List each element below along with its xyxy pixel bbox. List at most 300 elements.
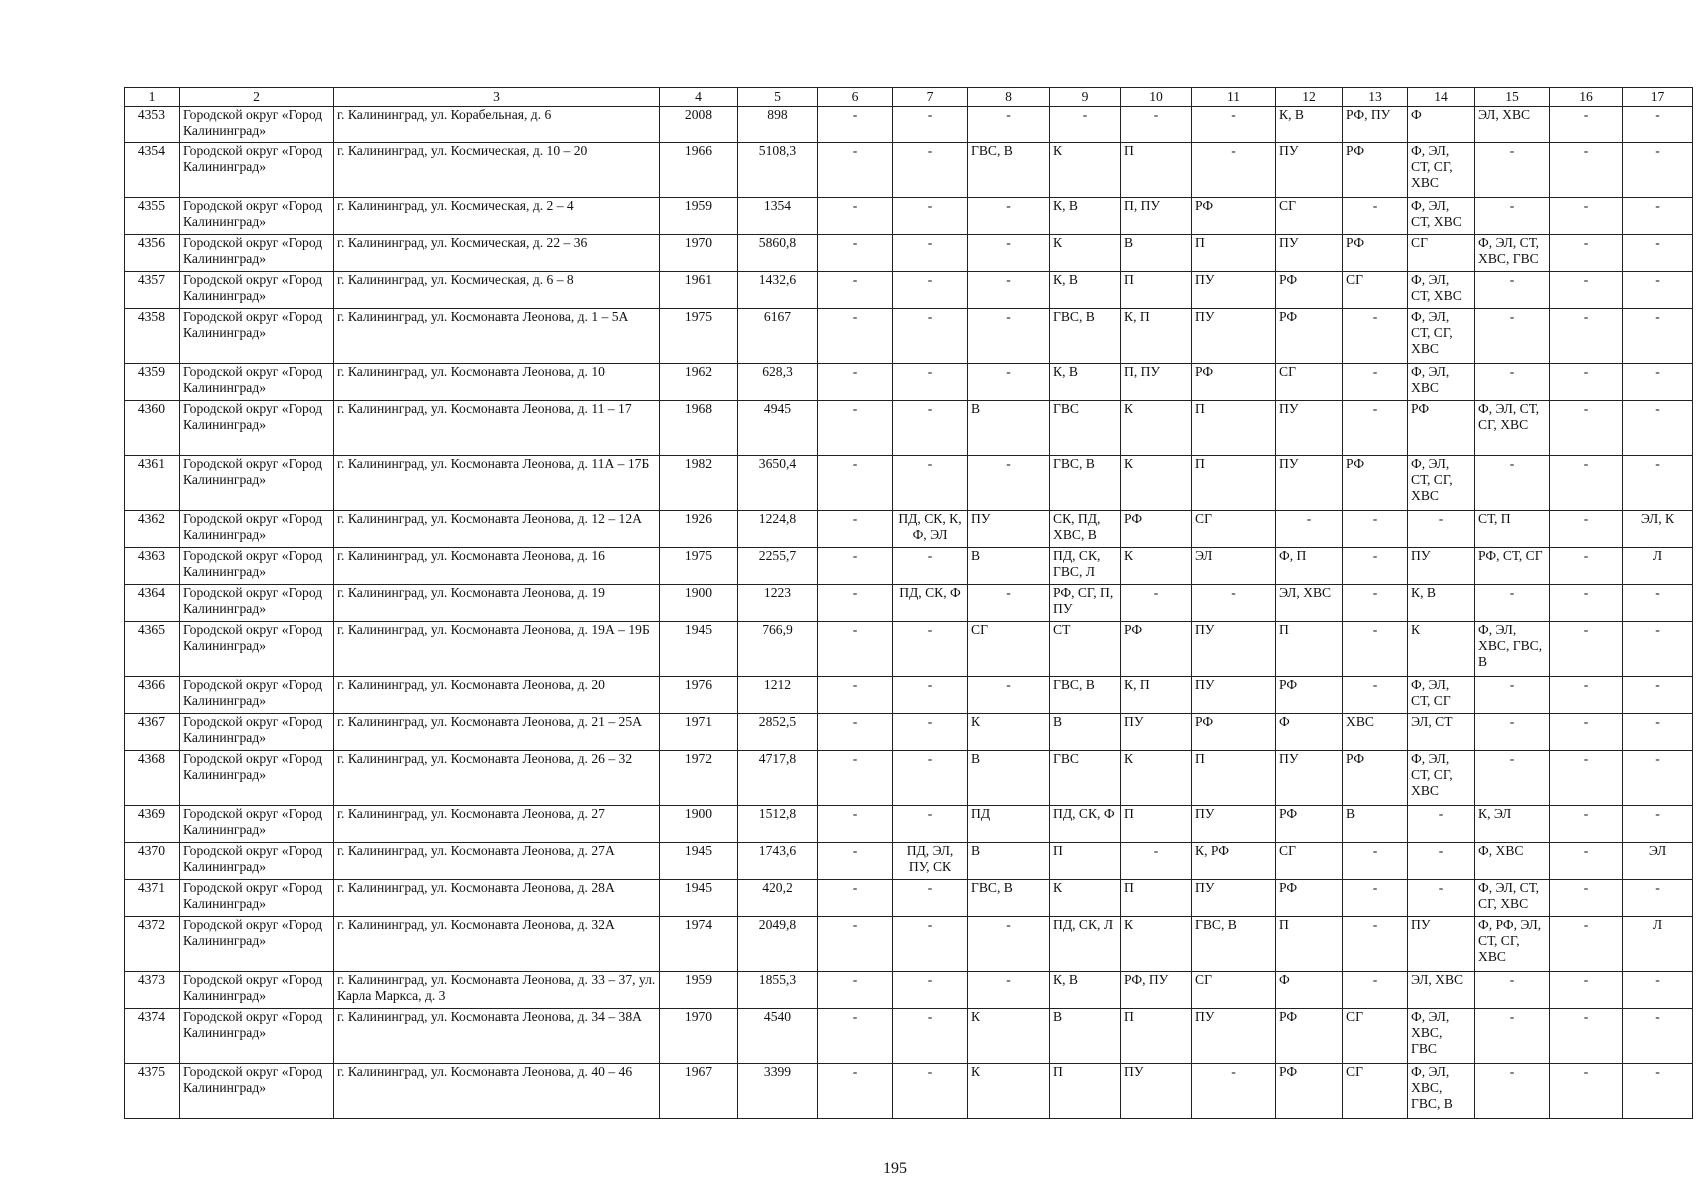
cell-col-13: - — [1343, 585, 1408, 622]
cell-number: 4368 — [125, 751, 180, 806]
cell-municipality: Городской округ «Город Калининград» — [180, 309, 334, 364]
cell-col-11: ПУ — [1192, 677, 1276, 714]
cell-year: 1961 — [660, 272, 738, 309]
cell-col-6: - — [818, 198, 893, 235]
cell-col-17: - — [1623, 272, 1693, 309]
cell-col-15: - — [1475, 677, 1550, 714]
cell-col-17: - — [1623, 364, 1693, 401]
column-header: 10 — [1121, 88, 1192, 107]
cell-address: г. Калининград, ул. Космическая, д. 6 – 8 — [334, 272, 660, 309]
cell-col-8: СГ — [968, 622, 1050, 677]
cell-col-7: - — [893, 751, 968, 806]
cell-col-16: - — [1550, 309, 1623, 364]
cell-area: 1224,8 — [738, 511, 818, 548]
cell-municipality: Городской округ «Город Калининград» — [180, 622, 334, 677]
cell-col-6: - — [818, 143, 893, 198]
cell-col-11: - — [1192, 143, 1276, 198]
table-row — [125, 622, 1693, 677]
cell-number: 4359 — [125, 364, 180, 401]
cell-col-16: - — [1550, 917, 1623, 972]
cell-col-16: - — [1550, 1064, 1623, 1119]
cell-col-7: - — [893, 401, 968, 456]
cell-col-8: - — [968, 198, 1050, 235]
cell-area: 3399 — [738, 1064, 818, 1119]
cell-col-10: К, П — [1121, 309, 1192, 364]
cell-col-9: К, В — [1050, 364, 1121, 401]
cell-col-10: К — [1121, 401, 1192, 456]
column-header: 7 — [893, 88, 968, 107]
cell-col-12: РФ — [1276, 1064, 1343, 1119]
cell-col-7: - — [893, 1009, 968, 1064]
cell-col-17: - — [1623, 107, 1693, 143]
cell-col-10: П, ПУ — [1121, 198, 1192, 235]
cell-municipality: Городской округ «Город Калининград» — [180, 364, 334, 401]
cell-number: 4365 — [125, 622, 180, 677]
cell-col-17: ЭЛ — [1623, 843, 1693, 880]
column-header: 13 — [1343, 88, 1408, 107]
cell-address: г. Калининград, ул. Космическая, д. 10 – 20 — [334, 143, 660, 198]
cell-col-6: - — [818, 585, 893, 622]
cell-number: 4375 — [125, 1064, 180, 1119]
cell-number: 4372 — [125, 917, 180, 972]
cell-col-10: П — [1121, 1009, 1192, 1064]
cell-col-15: Ф, РФ, ЭЛ, СТ, СГ, ХВС — [1475, 917, 1550, 972]
cell-col-7: - — [893, 309, 968, 364]
cell-col-7: - — [893, 972, 968, 1009]
cell-col-11: П — [1192, 456, 1276, 511]
cell-area: 4945 — [738, 401, 818, 456]
cell-col-12: ПУ — [1276, 143, 1343, 198]
cell-col-6: - — [818, 456, 893, 511]
cell-municipality: Городской округ «Город Калининград» — [180, 235, 334, 272]
cell-col-13: СГ — [1343, 1009, 1408, 1064]
cell-col-6: - — [818, 235, 893, 272]
cell-col-17: - — [1623, 714, 1693, 751]
cell-col-13: - — [1343, 677, 1408, 714]
cell-col-7: - — [893, 198, 968, 235]
cell-col-7: - — [893, 107, 968, 143]
cell-col-6: - — [818, 107, 893, 143]
cell-col-12: ПУ — [1276, 456, 1343, 511]
column-header: 16 — [1550, 88, 1623, 107]
cell-col-8: В — [968, 401, 1050, 456]
table-row — [125, 548, 1693, 585]
cell-col-6: - — [818, 714, 893, 751]
cell-col-6: - — [818, 751, 893, 806]
cell-number: 4355 — [125, 198, 180, 235]
cell-address: г. Калининград, ул. Космонавта Леонова, д. 12 – 12А — [334, 511, 660, 548]
cell-col-8: ГВС, В — [968, 143, 1050, 198]
cell-col-9: СК, ПД, ХВС, В — [1050, 511, 1121, 548]
cell-col-16: - — [1550, 143, 1623, 198]
cell-year: 1982 — [660, 456, 738, 511]
cell-col-10: - — [1121, 585, 1192, 622]
cell-col-13: - — [1343, 198, 1408, 235]
cell-col-15: - — [1475, 714, 1550, 751]
cell-col-17: - — [1623, 1009, 1693, 1064]
cell-municipality: Городской округ «Город Калининград» — [180, 107, 334, 143]
cell-col-16: - — [1550, 401, 1623, 456]
cell-col-12: - — [1276, 511, 1343, 548]
cell-address: г. Калининград, ул. Космонавта Леонова, д. 10 — [334, 364, 660, 401]
cell-col-10: П — [1121, 272, 1192, 309]
cell-col-9: ПД, СК, Л — [1050, 917, 1121, 972]
column-header: 5 — [738, 88, 818, 107]
cell-col-7: - — [893, 880, 968, 917]
cell-col-9: П — [1050, 1064, 1121, 1119]
cell-col-17: - — [1623, 401, 1693, 456]
cell-area: 4540 — [738, 1009, 818, 1064]
cell-col-17: Л — [1623, 548, 1693, 585]
cell-number: 4367 — [125, 714, 180, 751]
cell-municipality: Городской округ «Город Калининград» — [180, 751, 334, 806]
cell-col-7: - — [893, 272, 968, 309]
cell-col-17: - — [1623, 456, 1693, 511]
cell-col-8: ПД — [968, 806, 1050, 843]
cell-col-12: Ф — [1276, 972, 1343, 1009]
cell-year: 1975 — [660, 309, 738, 364]
cell-col-10: ПУ — [1121, 1064, 1192, 1119]
cell-area: 4717,8 — [738, 751, 818, 806]
cell-col-13: РФ — [1343, 235, 1408, 272]
cell-col-15: РФ, СТ, СГ — [1475, 548, 1550, 585]
cell-col-8: - — [968, 456, 1050, 511]
cell-area: 1743,6 — [738, 843, 818, 880]
cell-col-12: СГ — [1276, 198, 1343, 235]
cell-col-17: - — [1623, 1064, 1693, 1119]
cell-address: г. Калининград, ул. Космическая, д. 2 – 4 — [334, 198, 660, 235]
cell-municipality: Городской округ «Город Калининград» — [180, 548, 334, 585]
cell-col-7: - — [893, 1064, 968, 1119]
cell-municipality: Городской округ «Город Калининград» — [180, 714, 334, 751]
cell-col-11: ПУ — [1192, 880, 1276, 917]
cell-col-17: ЭЛ, К — [1623, 511, 1693, 548]
cell-col-9: ПД, СК, Ф — [1050, 806, 1121, 843]
cell-year: 1975 — [660, 548, 738, 585]
column-header: 17 — [1623, 88, 1693, 107]
cell-area: 1212 — [738, 677, 818, 714]
cell-address: г. Калининград, ул. Космонавта Леонова, д. 40 – 46 — [334, 1064, 660, 1119]
cell-col-11: ПУ — [1192, 806, 1276, 843]
table-row — [125, 806, 1693, 843]
cell-col-11: П — [1192, 235, 1276, 272]
cell-col-12: СГ — [1276, 843, 1343, 880]
cell-col-16: - — [1550, 972, 1623, 1009]
cell-col-16: - — [1550, 880, 1623, 917]
cell-col-16: - — [1550, 107, 1623, 143]
cell-col-10: РФ — [1121, 622, 1192, 677]
cell-col-11: РФ — [1192, 714, 1276, 751]
cell-col-12: ПУ — [1276, 235, 1343, 272]
cell-col-11: - — [1192, 585, 1276, 622]
cell-address: г. Калининград, ул. Космонавта Леонова, д. 27А — [334, 843, 660, 880]
cell-area: 5860,8 — [738, 235, 818, 272]
header-row — [125, 88, 1693, 107]
cell-col-6: - — [818, 364, 893, 401]
cell-municipality: Городской округ «Город Калининград» — [180, 585, 334, 622]
cell-col-15: Ф, ХВС — [1475, 843, 1550, 880]
cell-col-6: - — [818, 272, 893, 309]
cell-municipality: Городской округ «Город Калининград» — [180, 1009, 334, 1064]
cell-col-10: РФ — [1121, 511, 1192, 548]
cell-col-7: ПД, ЭЛ, ПУ, СК — [893, 843, 968, 880]
page-number: 195 — [883, 1160, 907, 1177]
cell-area: 1855,3 — [738, 972, 818, 1009]
cell-col-14: ЭЛ, ХВС — [1408, 972, 1475, 1009]
cell-area: 2852,5 — [738, 714, 818, 751]
cell-col-12: РФ — [1276, 806, 1343, 843]
cell-col-12: РФ — [1276, 677, 1343, 714]
cell-col-7: - — [893, 714, 968, 751]
cell-number: 4360 — [125, 401, 180, 456]
cell-number: 4366 — [125, 677, 180, 714]
cell-col-11: РФ — [1192, 198, 1276, 235]
cell-col-11: ГВС, В — [1192, 917, 1276, 972]
cell-col-13: - — [1343, 548, 1408, 585]
cell-col-8: - — [968, 972, 1050, 1009]
cell-area: 5108,3 — [738, 143, 818, 198]
table-row — [125, 1064, 1693, 1119]
cell-address: г. Калининград, ул. Космонавта Леонова, д. 1 – 5А — [334, 309, 660, 364]
cell-col-14: - — [1408, 880, 1475, 917]
cell-col-7: - — [893, 677, 968, 714]
cell-col-14: Ф, ЭЛ, СТ, СГ — [1408, 677, 1475, 714]
cell-col-6: - — [818, 548, 893, 585]
cell-area: 898 — [738, 107, 818, 143]
table-row — [125, 585, 1693, 622]
cell-address: г. Калининград, ул. Космонавта Леонова, д. 33 – 37, ул. Карла Маркса, д. 3 — [334, 972, 660, 1009]
cell-col-15: СТ, П — [1475, 511, 1550, 548]
cell-number: 4371 — [125, 880, 180, 917]
column-header: 8 — [968, 88, 1050, 107]
cell-year: 1945 — [660, 880, 738, 917]
table-row — [125, 364, 1693, 401]
cell-address: г. Калининград, ул. Космонавта Леонова, д. 19 — [334, 585, 660, 622]
cell-col-15: - — [1475, 309, 1550, 364]
cell-col-9: ПД, СК, ГВС, Л — [1050, 548, 1121, 585]
cell-col-10: К — [1121, 751, 1192, 806]
cell-col-15: - — [1475, 272, 1550, 309]
cell-col-17: - — [1623, 585, 1693, 622]
cell-col-10: П — [1121, 143, 1192, 198]
cell-municipality: Городской округ «Город Калининград» — [180, 456, 334, 511]
cell-col-11: П — [1192, 751, 1276, 806]
cell-area: 1223 — [738, 585, 818, 622]
cell-col-15: Ф, ЭЛ, ХВС, ГВС, В — [1475, 622, 1550, 677]
cell-municipality: Городской округ «Город Калининград» — [180, 972, 334, 1009]
cell-col-10: - — [1121, 843, 1192, 880]
cell-col-9: К, В — [1050, 198, 1121, 235]
cell-col-10: П — [1121, 880, 1192, 917]
cell-address: г. Калининград, ул. Космонавта Леонова, д. 21 – 25А — [334, 714, 660, 751]
cell-col-12: Ф — [1276, 714, 1343, 751]
cell-col-14: Ф, ЭЛ, СТ, СГ, ХВС — [1408, 456, 1475, 511]
cell-col-9: ГВС, В — [1050, 677, 1121, 714]
cell-address: г. Калининград, ул. Космонавта Леонова, д. 11А – 17Б — [334, 456, 660, 511]
cell-col-14: Ф — [1408, 107, 1475, 143]
cell-col-9: ГВС, В — [1050, 309, 1121, 364]
cell-year: 1900 — [660, 585, 738, 622]
cell-col-6: - — [818, 309, 893, 364]
cell-col-15: - — [1475, 585, 1550, 622]
cell-col-7: - — [893, 364, 968, 401]
cell-col-12: ПУ — [1276, 401, 1343, 456]
cell-number: 4370 — [125, 843, 180, 880]
table-row — [125, 677, 1693, 714]
cell-municipality: Городской округ «Город Калининград» — [180, 198, 334, 235]
cell-col-11: - — [1192, 1064, 1276, 1119]
cell-col-8: - — [968, 917, 1050, 972]
cell-col-15: К, ЭЛ — [1475, 806, 1550, 843]
cell-col-15: - — [1475, 1064, 1550, 1119]
cell-address: г. Калининград, ул. Космонавта Леонова, д. 28А — [334, 880, 660, 917]
cell-col-14: - — [1408, 843, 1475, 880]
table-row — [125, 880, 1693, 917]
cell-col-6: - — [818, 972, 893, 1009]
cell-col-13: - — [1343, 401, 1408, 456]
cell-col-12: П — [1276, 622, 1343, 677]
cell-col-16: - — [1550, 456, 1623, 511]
cell-municipality: Городской округ «Город Калининград» — [180, 880, 334, 917]
cell-col-8: - — [968, 309, 1050, 364]
cell-col-16: - — [1550, 677, 1623, 714]
cell-col-17: - — [1623, 309, 1693, 364]
cell-year: 1976 — [660, 677, 738, 714]
table-row — [125, 198, 1693, 235]
cell-area: 1432,6 — [738, 272, 818, 309]
cell-year: 1900 — [660, 806, 738, 843]
cell-address: г. Калининград, ул. Космонавта Леонова, д. 27 — [334, 806, 660, 843]
cell-year: 1971 — [660, 714, 738, 751]
cell-col-13: РФ — [1343, 143, 1408, 198]
cell-year: 1945 — [660, 843, 738, 880]
cell-col-15: - — [1475, 972, 1550, 1009]
cell-number: 4358 — [125, 309, 180, 364]
cell-col-17: - — [1623, 143, 1693, 198]
cell-col-16: - — [1550, 714, 1623, 751]
cell-col-17: - — [1623, 806, 1693, 843]
cell-municipality: Городской округ «Город Калининград» — [180, 843, 334, 880]
cell-col-12: ПУ — [1276, 751, 1343, 806]
cell-col-7: ПД, СК, Ф — [893, 585, 968, 622]
cell-col-14: РФ — [1408, 401, 1475, 456]
cell-col-11: ЭЛ — [1192, 548, 1276, 585]
cell-col-12: РФ — [1276, 309, 1343, 364]
cell-col-17: - — [1623, 677, 1693, 714]
cell-col-11: СГ — [1192, 972, 1276, 1009]
cell-col-13: - — [1343, 511, 1408, 548]
cell-col-10: В — [1121, 235, 1192, 272]
cell-col-7: - — [893, 622, 968, 677]
column-header: 2 — [180, 88, 334, 107]
table-row — [125, 843, 1693, 880]
cell-address: г. Калининград, ул. Космическая, д. 22 – 36 — [334, 235, 660, 272]
cell-col-17: - — [1623, 751, 1693, 806]
cell-col-14: Ф, ЭЛ, СТ, СГ, ХВС — [1408, 751, 1475, 806]
column-header: 1 — [125, 88, 180, 107]
cell-col-8: - — [968, 235, 1050, 272]
cell-col-9: К, В — [1050, 972, 1121, 1009]
cell-municipality: Городской округ «Город Калининград» — [180, 272, 334, 309]
cell-municipality: Городской округ «Город Калининград» — [180, 401, 334, 456]
cell-col-6: - — [818, 1064, 893, 1119]
cell-year: 1970 — [660, 1009, 738, 1064]
cell-col-13: - — [1343, 622, 1408, 677]
table-row — [125, 107, 1693, 143]
cell-col-6: - — [818, 806, 893, 843]
cell-municipality: Городской округ «Город Калининград» — [180, 806, 334, 843]
cell-col-14: Ф, ЭЛ, СТ, СГ, ХВС — [1408, 309, 1475, 364]
table-row — [125, 1009, 1693, 1064]
cell-col-16: - — [1550, 548, 1623, 585]
cell-col-9: В — [1050, 1009, 1121, 1064]
cell-col-17: - — [1623, 880, 1693, 917]
cell-year: 1959 — [660, 972, 738, 1009]
cell-col-16: - — [1550, 843, 1623, 880]
cell-col-15: - — [1475, 143, 1550, 198]
cell-col-9: РФ, СГ, П, ПУ — [1050, 585, 1121, 622]
cell-col-14: ЭЛ, СТ — [1408, 714, 1475, 751]
cell-col-11: П — [1192, 401, 1276, 456]
cell-address: г. Калининград, ул. Космонавта Леонова, д. 32А — [334, 917, 660, 972]
cell-col-7: - — [893, 548, 968, 585]
column-header: 4 — [660, 88, 738, 107]
cell-year: 1926 — [660, 511, 738, 548]
cell-municipality: Городской округ «Город Калининград» — [180, 677, 334, 714]
cell-col-14: Ф, ЭЛ, СТ, СГ, ХВС — [1408, 143, 1475, 198]
cell-address: г. Калининград, ул. Космонавта Леонова, д. 26 – 32 — [334, 751, 660, 806]
cell-col-8: К — [968, 1009, 1050, 1064]
cell-col-11: ПУ — [1192, 272, 1276, 309]
cell-col-12: СГ — [1276, 364, 1343, 401]
cell-col-13: - — [1343, 364, 1408, 401]
table-row — [125, 917, 1693, 972]
cell-year: 2008 — [660, 107, 738, 143]
cell-col-8: - — [968, 677, 1050, 714]
cell-col-14: ПУ — [1408, 917, 1475, 972]
cell-col-13: - — [1343, 917, 1408, 972]
cell-address: г. Калининград, ул. Космонавта Леонова, д. 19А – 19Б — [334, 622, 660, 677]
cell-col-7: - — [893, 456, 968, 511]
cell-area: 628,3 — [738, 364, 818, 401]
cell-municipality: Городской округ «Город Калининград» — [180, 143, 334, 198]
cell-year: 1959 — [660, 198, 738, 235]
column-header: 14 — [1408, 88, 1475, 107]
cell-year: 1945 — [660, 622, 738, 677]
column-header: 12 — [1276, 88, 1343, 107]
cell-col-16: - — [1550, 364, 1623, 401]
cell-col-11: ПУ — [1192, 1009, 1276, 1064]
cell-col-9: ГВС, В — [1050, 456, 1121, 511]
cell-col-12: П — [1276, 917, 1343, 972]
cell-col-9: П — [1050, 843, 1121, 880]
cell-col-10: К, П — [1121, 677, 1192, 714]
cell-col-13: РФ, ПУ — [1343, 107, 1408, 143]
cell-municipality: Городской округ «Город Калининград» — [180, 1064, 334, 1119]
cell-col-13: - — [1343, 880, 1408, 917]
cell-col-7: ПД, СК, К, Ф, ЭЛ — [893, 511, 968, 548]
cell-col-9: К — [1050, 143, 1121, 198]
cell-area: 6167 — [738, 309, 818, 364]
cell-col-10: П, ПУ — [1121, 364, 1192, 401]
cell-col-17: - — [1623, 972, 1693, 1009]
cell-col-9: К — [1050, 880, 1121, 917]
cell-col-11: РФ — [1192, 364, 1276, 401]
cell-col-16: - — [1550, 806, 1623, 843]
cell-col-13: - — [1343, 843, 1408, 880]
cell-year: 1966 — [660, 143, 738, 198]
cell-col-13: РФ — [1343, 751, 1408, 806]
